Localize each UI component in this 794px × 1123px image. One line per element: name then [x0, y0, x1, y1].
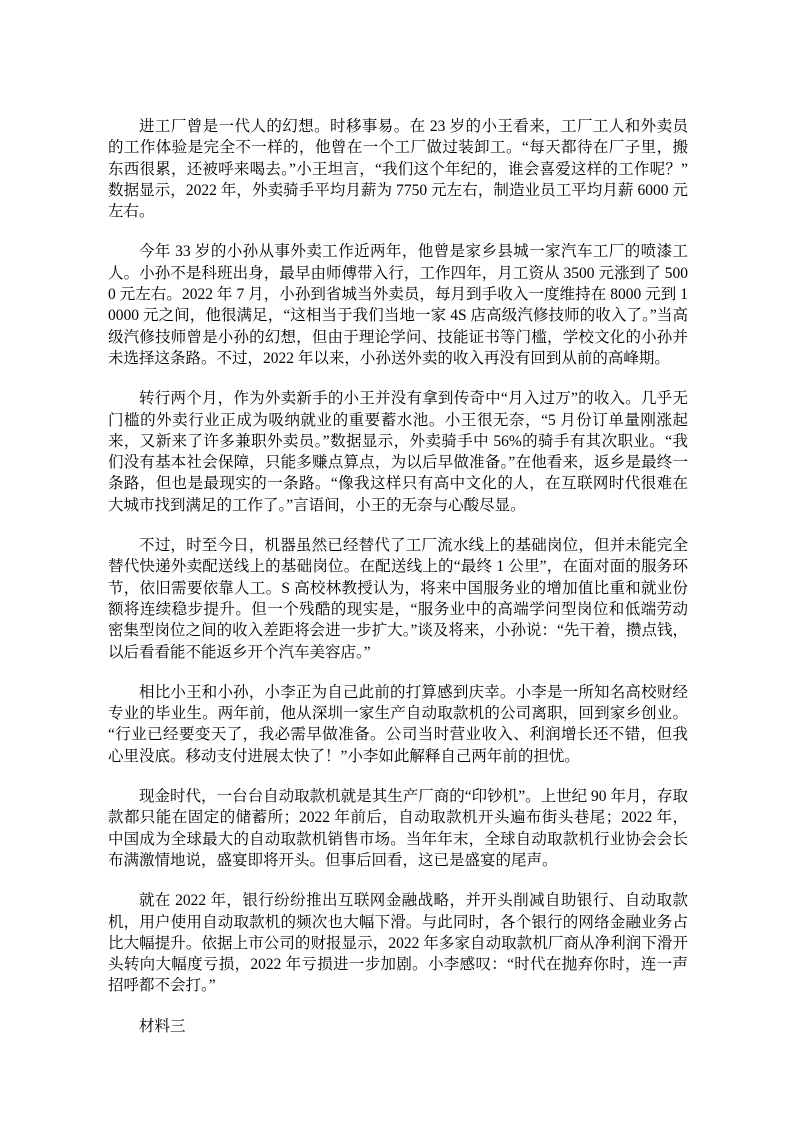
- paragraph: 相比小王和小孙，小李正为自己此前的打算感到庆幸。小李是一所知名高校财经专业的毕业生。两年前，他从深圳一家生产自动取款机的公司离职，回到家乡创业。“行业已经要变天了，我必需早做准备。公司当时营业收入、利润增长还不错，但我心里没底。移动支付进展太快了！”小李如此解释自己两年前的担忧。: [108, 683, 688, 765]
- document-body: [108, 116, 688, 1037]
- section-label: 材料三: [139, 1017, 186, 1035]
- paragraph: 就在 2022 年，银行纷纷推出互联网金融战略，并开头削减自助银行、自动取款机，用户使用自动取款机的频次也大幅下滑。与此同时，各个银行的网络金融业务占比大幅提升。依据上市公司的财报显示，2022 年多家自动取款机厂商从净利润下滑开头转向大幅度亏损，2022 年亏损进一步加剧。小李感叹：“时代在抛弃你时，连一声招呼都不会打。”: [108, 892, 688, 995]
- paragraph: 现金时代，一台台自动取款机就是其生产厂商的“印钞机”。上世纪 90 年月，存取款都只能在固定的储蓄所；2022 年前后，自动取款机开头遍布街头巷尾；2022 年，中国成为全球最大的自动取款机销售市场。当年年末，全球自动取款机行业协会会长布满激情地说，盛宴即将开头。但事后回看，这已是盛宴的尾声。: [108, 788, 688, 869]
- paragraph: 今年 33 岁的小孙从事外卖工作近两年，他曾是家乡县城一家汽车工厂的喷漆工人。小孙不是科班出身，最早由师傅带入行，工作四年，月工资从 3500 元涨到了 5000 元左右。2022 年 7 月，小孙到省城当外卖员，每月到手收入一度维持在 8000 元到 10000 元之间，他很满足，“这相当于我们当地一家 4S 店高级汽修技师的收入了。”当高级汽修技师曾是小孙的幻想，但由于理论学问、技能证书等门槛，学校文化的小孙并未选择这条路。不过，2022 年以来，小孙送外卖的收入再没有回到从前的高峰期。: [108, 243, 688, 367]
- paragraph: 进工厂曾是一代人的幻想。时移事易。在 23 岁的小王看来，工厂工人和外卖员的工作体验是完全不一样的，他曾在一个工厂做过装卸工。“每天都待在厂子里，搬东西很累，还被呼来喝去。”小王坦言，“我们这个年纪的，谁会喜爱这样的工作呢？”数据显示，2022 年，外卖骑手平均月薪为 7750 元左右，制造业员工平均月薪 6000 元左右。: [108, 118, 688, 221]
- paragraph: 不过，时至今日，机器虽然已经替代了工厂流水线上的基础岗位，但并未能完全替代快递外卖配送线上的基础岗位。在配送线上的“最终 1 公里”，在面对面的服务环节，依旧需要依靠人工。S 高校林教授认为，将来中国服务业的增加值比重和就业份额将连续稳步提升。但一个残酷的现实是，“服务业中的高端学问型岗位和低端劳动密集型岗位之间的收入差距将会进一步扩大。”谈及将来，小孙说：“先干着，攒点钱，以后看看能不能返乡开个汽车美容店。”: [108, 537, 688, 661]
- paragraph: 转行两个月，作为外卖新手的小王并没有拿到传奇中“月入过万”的收入。几乎无门槛的外卖行业正成为吸纳就业的重要蓄水池。小王很无奈，“5 月份订单量刚涨起来，又新来了许多兼职外卖员。”数据显示，外卖骑手中 56%的骑手有其次职业。“我们没有基本社会保障，只能多赚点算点，为以后早做准备。”在他看来，返乡是最终一条路，但也是最现实的一条路。“像我这样只有高中文化的人，在互联网时代很难在大城市找到满足的工作了。”言语间，小王的无奈与心酸尽显。: [108, 390, 688, 514]
